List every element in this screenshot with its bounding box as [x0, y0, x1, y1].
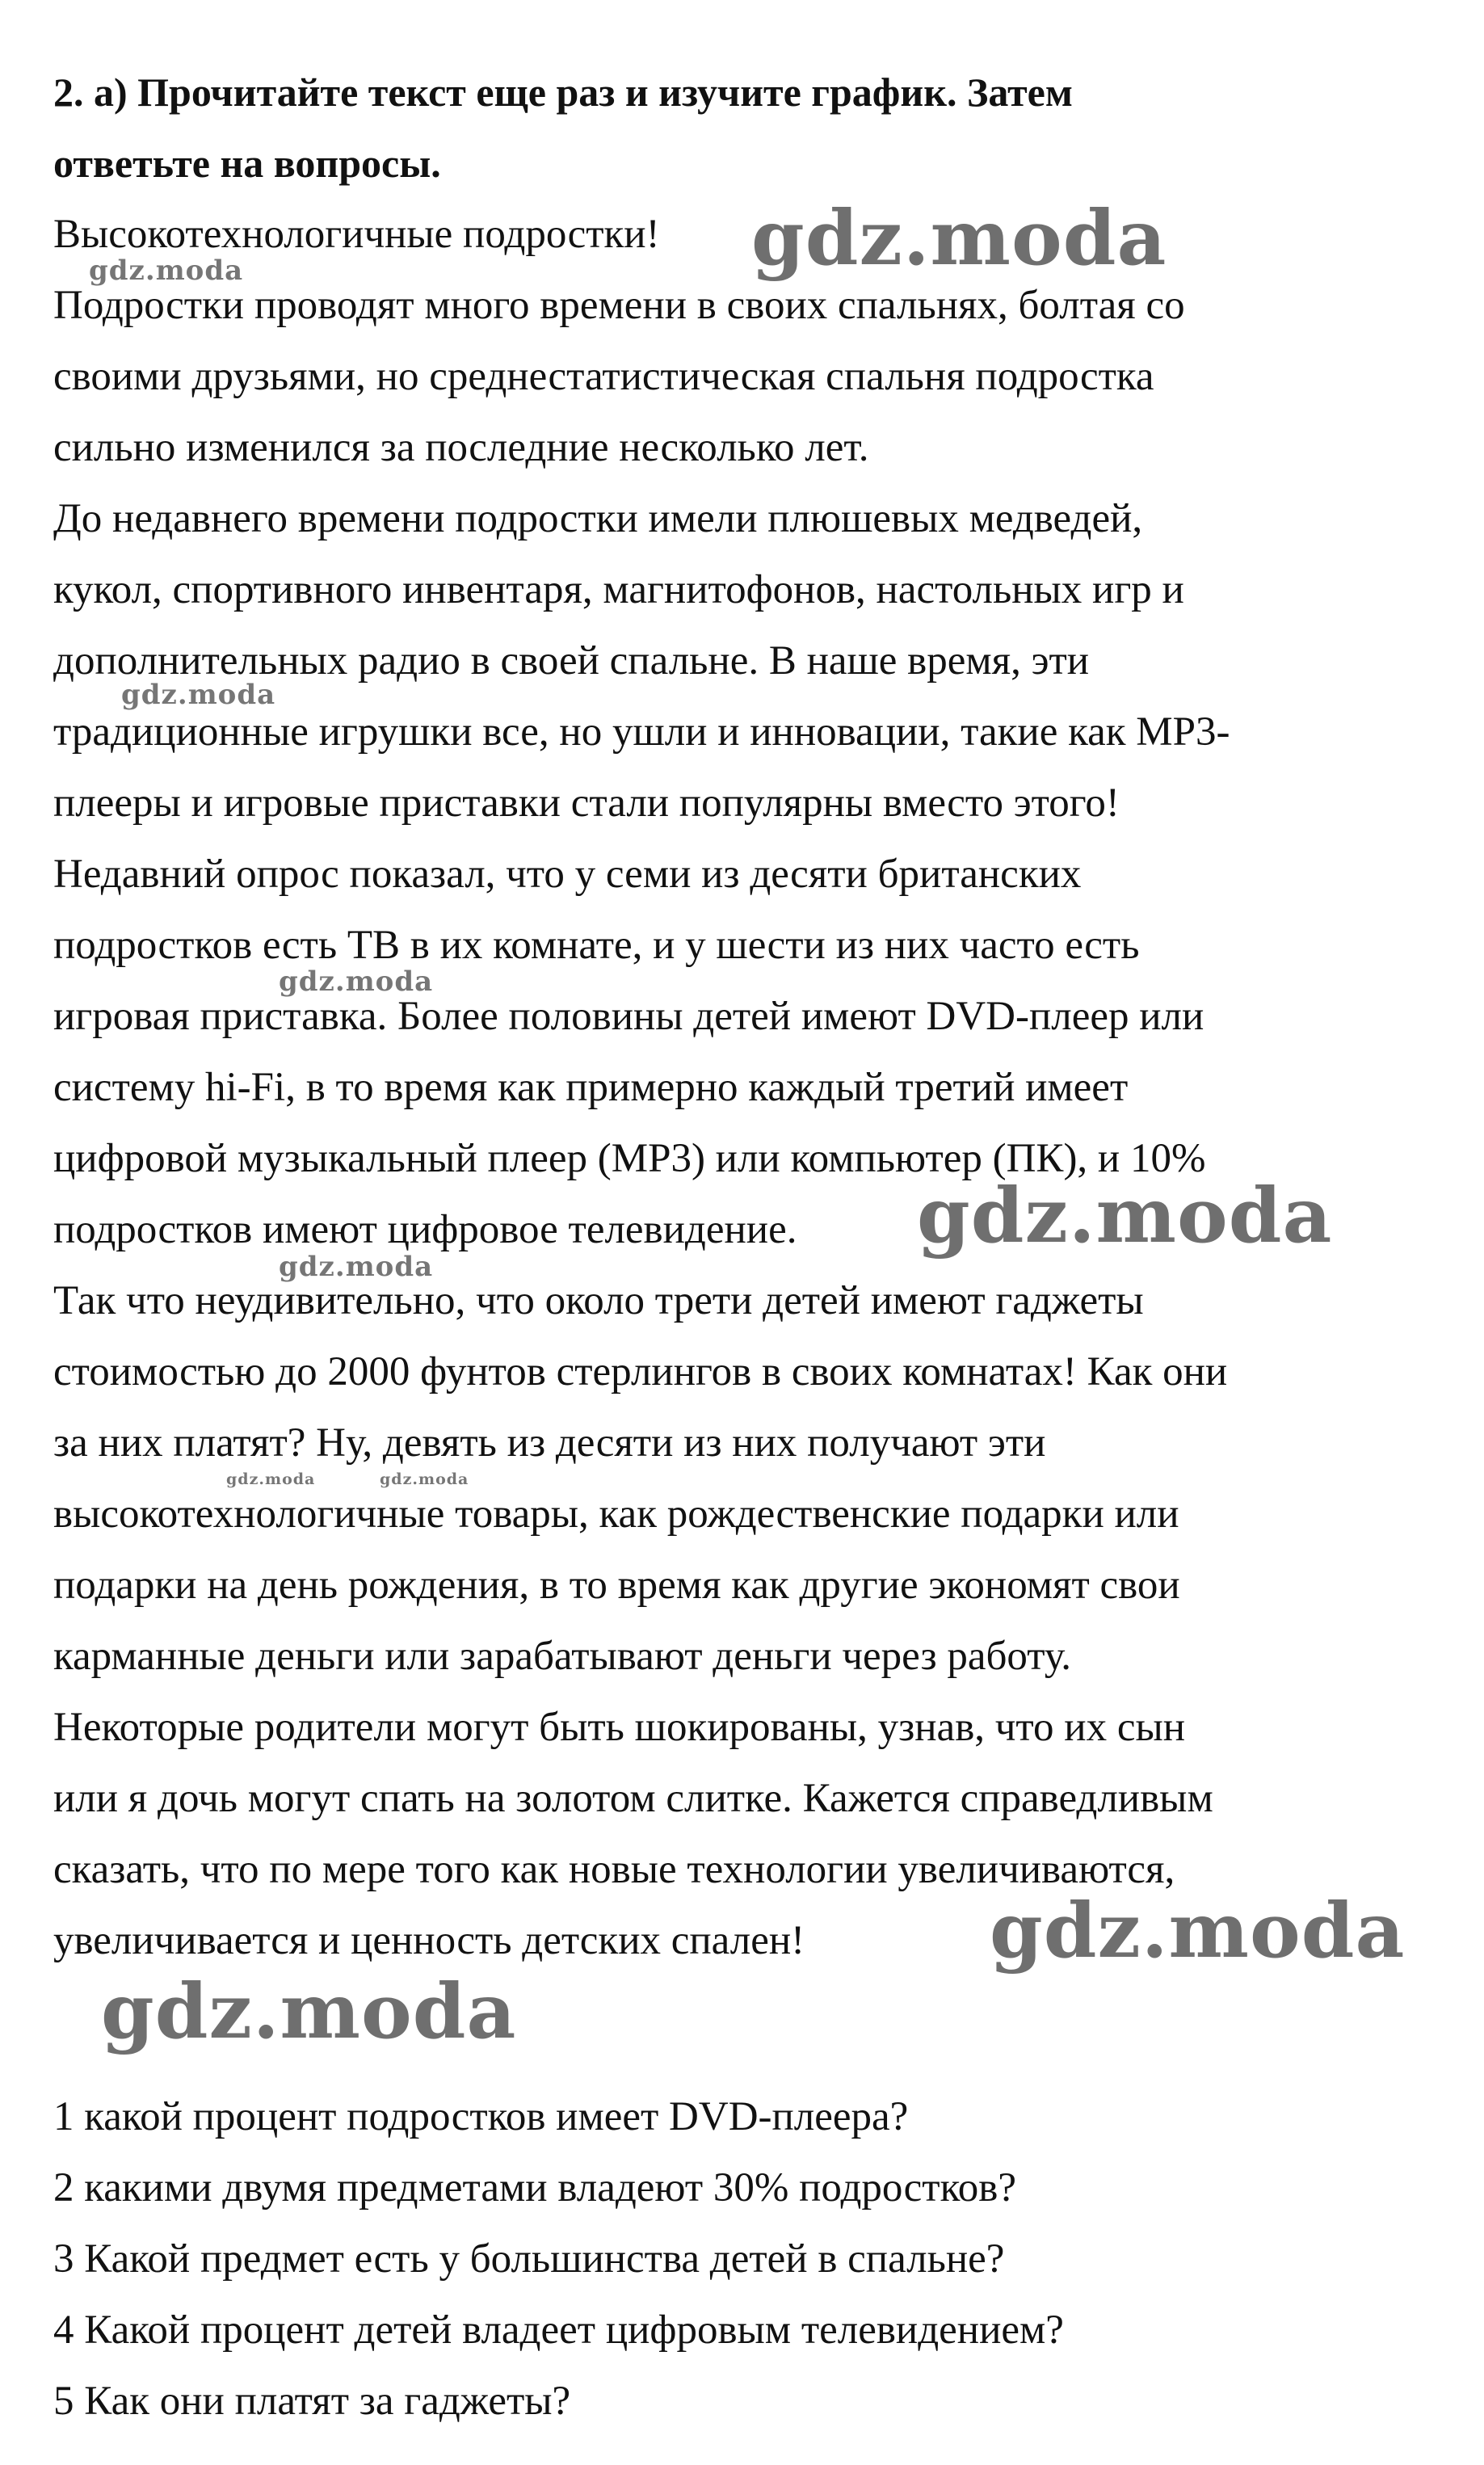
article-line: подростков есть ТВ в их комнате, и у шести из них часто есть: [53, 923, 1140, 968]
article-line: своими друзьями, но среднестатистическая спальня подростка: [53, 354, 1154, 399]
article-line: сказать, что по мере того как новые технологии увеличиваются,: [53, 1847, 1175, 1892]
watermark-logo: gdz.moda: [990, 1887, 1406, 1975]
watermark-logo: gdz.moda: [751, 194, 1167, 283]
article-line: подростков имеют цифровое телевидение.: [53, 1207, 797, 1252]
question-item: 5 Как они платят за гаджеты?: [53, 2379, 571, 2424]
article-line: за них платят? Ну, девять из десяти из них получают эти: [53, 1420, 1046, 1466]
article-line: цифровой музыкальный плеер (МР3) или компьютер (ПК), и 10%: [53, 1136, 1206, 1181]
article-line: высокотехнологичные товары, как рождественские подарки или: [53, 1491, 1179, 1537]
article-line: традиционные игрушки все, но ушли и инновации, такие как MP3-: [53, 709, 1230, 755]
watermark-logo: gdz.moda: [279, 965, 434, 998]
article-line: сильно изменился за последние несколько лет.: [53, 425, 869, 470]
article-line: стоимостью до 2000 фунтов стерлингов в своих комнатах! Как они: [53, 1349, 1228, 1394]
question-item: 3 Какой предмет есть у большинства детей в спальне?: [53, 2236, 1005, 2282]
article-title: Высокотехнологичные подростки!: [53, 212, 660, 257]
watermark-logo: gdz.moda: [121, 679, 276, 711]
watermark-logo: gdz.moda: [917, 1172, 1333, 1260]
article-line: До недавнего времени подростки имели плюшевых медведей,: [53, 496, 1143, 541]
article-line: игровая приставка. Более половины детей имеют DVD-плеер или: [53, 994, 1204, 1039]
question-item: 1 какой процент подростков имеет DVD-плеера?: [53, 2094, 909, 2139]
question-item: 2 какими двумя предметами владеют 30% подростков?: [53, 2165, 1017, 2211]
watermark-logo: gdz.moda: [380, 1470, 469, 1488]
watermark-logo: gdz.moda: [89, 254, 244, 287]
article-line: подарки на день рождения, в то время как другие экономят свои: [53, 1563, 1180, 1608]
article-line: Недавний опрос показал, что у семи из десяти британских: [53, 852, 1082, 897]
article-line: систему hi-Fi, в то время как примерно каждый третий имеет: [53, 1065, 1129, 1110]
article-line: Подростки проводят много времени в своих спальнях, болтая со: [53, 283, 1185, 328]
article-line: карманные деньги или зарабатывают деньги через работу.: [53, 1634, 1072, 1679]
task-heading-line-2: ответьте на вопросы.: [53, 141, 441, 186]
article-line: плееры и игровые приставки стали популярны вместо этого!: [53, 780, 1120, 826]
article-line: Так что неудивительно, что около трети детей имеют гаджеты: [53, 1278, 1144, 1323]
watermark-logo: gdz.moda: [101, 1967, 517, 2056]
task-heading-line-1: 2. а) Прочитайте текст еще раз и изучите график. Затем: [53, 69, 1073, 115]
article-line: дополнительных радио в своей спальне. В наше время, эти: [53, 638, 1090, 684]
watermark-logo: gdz.moda: [279, 1251, 434, 1283]
question-item: 4 Какой процент детей владеет цифровым телевидением?: [53, 2307, 1064, 2353]
watermark-logo: gdz.moda: [226, 1470, 316, 1488]
article-line: или я дочь могут спать на золотом слитке. Кажется справедливым: [53, 1776, 1213, 1821]
article-line: увеличивается и ценность детских спален!: [53, 1918, 805, 1963]
article-text: [53, 199, 1443, 1976]
article-line: кукол, спортивного инвентаря, магнитофонов, настольных игр и: [53, 567, 1184, 612]
article-line: Некоторые родители могут быть шокированы, узнав, что их сын: [53, 1705, 1186, 1750]
questions-list: [53, 2081, 1443, 2437]
